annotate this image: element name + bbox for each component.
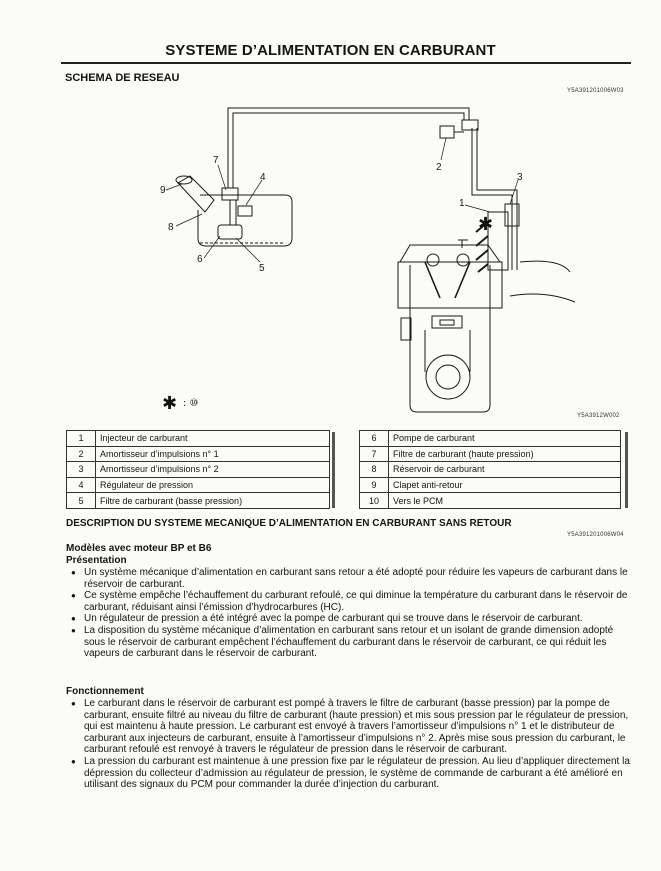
list-item: ● La pression du carburant est maintenue à une pression fixe par le régulateur de pression. Au lieu d’appliquer directement la dépression du collecteur d’admission au régulateur de pression, le système de commande de carburant a été amélioré en utilisant des signaux du PCM pour commander la durée d’injection du carburant. <box>66 756 631 791</box>
legend-row: 7 Filtre de carburant (haute pression) <box>360 446 621 462</box>
schema-heading: SCHEMA DE RESEAU <box>65 72 180 84</box>
legend-row: 6 Pompe de carburant <box>360 431 621 447</box>
legend-row: 9 Clapet anti-retour <box>360 477 621 493</box>
fonctionnement-heading: Fonctionnement <box>66 686 144 697</box>
legend-row: 2 Amortisseur d’impulsions n° 1 <box>67 446 330 462</box>
legend-row: 8 Réservoir de carburant <box>360 462 621 478</box>
diagram-ref-code: Y5A3912W002 <box>577 413 620 419</box>
callout-9: 9 <box>160 185 166 196</box>
callout-8: 8 <box>168 222 174 233</box>
fuel-line-right-inner <box>477 128 517 270</box>
fuel-system-diagram <box>0 0 661 430</box>
fuel-line-upper-inner <box>233 113 464 188</box>
callout-1: 1 <box>459 198 465 209</box>
legend-table-right <box>359 430 621 509</box>
legend-row: 5 Filtre de carburant (basse pression) <box>67 493 330 509</box>
callout-7: 7 <box>213 155 219 166</box>
legend-row: 4 Régulateur de pression <box>67 477 330 493</box>
callout-4: 4 <box>260 172 266 183</box>
star-legend-label: : ⑩ <box>183 398 199 409</box>
page-title: SYSTEME D’ALIMENTATION EN CARBURANT <box>165 42 496 59</box>
asterisk-icon: ✱ <box>478 214 494 235</box>
list-item: ● Un régulateur de pression a été intégré avec la pompe de carburant qui se trouve dans le réservoir de carburant. <box>66 613 631 625</box>
schema-ref-code: Y5A391201006W03 <box>567 88 624 94</box>
fonctionnement-list <box>66 698 631 791</box>
legend-left-shadow <box>332 432 335 508</box>
list-item: ● Le carburant dans le réservoir de carburant est pompé à travers le filtre de carburant (basse pression) par la pompe de carburant, ensuite filtré au niveau du filtre de carburant (haute pression) et mis sous pression par le régulateur de pression, qui est maintenu à haute pression. Le carburant est envoyé à travers l’amortisseur d’impulsions n° 1 et le distributeur de carburant aux injecteurs de carburant, ensuite à l’amortisseur d’impulsions n° 2. Après mise sous pression du carburant, le carburant refoulé est renvoyé à travers le régulateur de pression dans le réservoir de carburant. <box>66 698 631 756</box>
callout-5: 5 <box>259 263 265 274</box>
list-item: ● Ce système empêche l’échauffement du carburant refoulé, ce qui diminue la température du carburant dans le réservoir de carburant, réduisant ainsi l’émission d’hydrocarbures (HC). <box>66 590 631 613</box>
legend-right-shadow <box>625 432 628 508</box>
description-ref-code: Y5A391201006W04 <box>567 532 624 538</box>
callout-6: 6 <box>197 254 203 265</box>
fuel-pump <box>218 225 242 239</box>
legend-table-left <box>66 430 330 509</box>
pulsation-damper-2 <box>440 126 454 138</box>
pressure-regulator <box>238 206 252 216</box>
asterisk-legend-icon: ✱ <box>162 393 178 414</box>
high-pressure-filter <box>222 188 238 200</box>
presentation-heading: Présentation <box>66 555 127 566</box>
callout-2: 2 <box>436 162 442 173</box>
presentation-list <box>66 567 631 660</box>
legend-row: 10 Vers le PCM <box>360 493 621 509</box>
engine-block <box>410 265 490 412</box>
list-item: ● Un système mécanique d’alimentation en carburant sans retour a été adopté pour réduire les vapeurs de carburant dans le réservoir de carburant. <box>66 567 631 590</box>
legend-row: 1 Injecteur de carburant <box>67 431 330 447</box>
list-item: ● La disposition du système mécanique d’alimentation en carburant sans retour et un isolant de grande dimension adopté sous le réservoir de carburant empêchent l’échauffement du carburant dans le réservoir de carburant, ce qui réduit les vapeurs de carburant dans le réservoir de carburant. <box>66 625 631 660</box>
fuel-line-right <box>472 128 512 270</box>
crankshaft <box>426 355 470 399</box>
piston <box>432 316 462 328</box>
description-title: DESCRIPTION DU SYSTEME MECANIQUE D’ALIMENTATION EN CARBURANT SANS RETOUR <box>66 518 512 529</box>
legend-row: 3 Amortisseur d’impulsions n° 2 <box>67 462 330 478</box>
callout-3: 3 <box>517 172 523 183</box>
models-heading: Modèles avec moteur BP et B6 <box>66 543 212 554</box>
filler-neck <box>178 176 214 212</box>
